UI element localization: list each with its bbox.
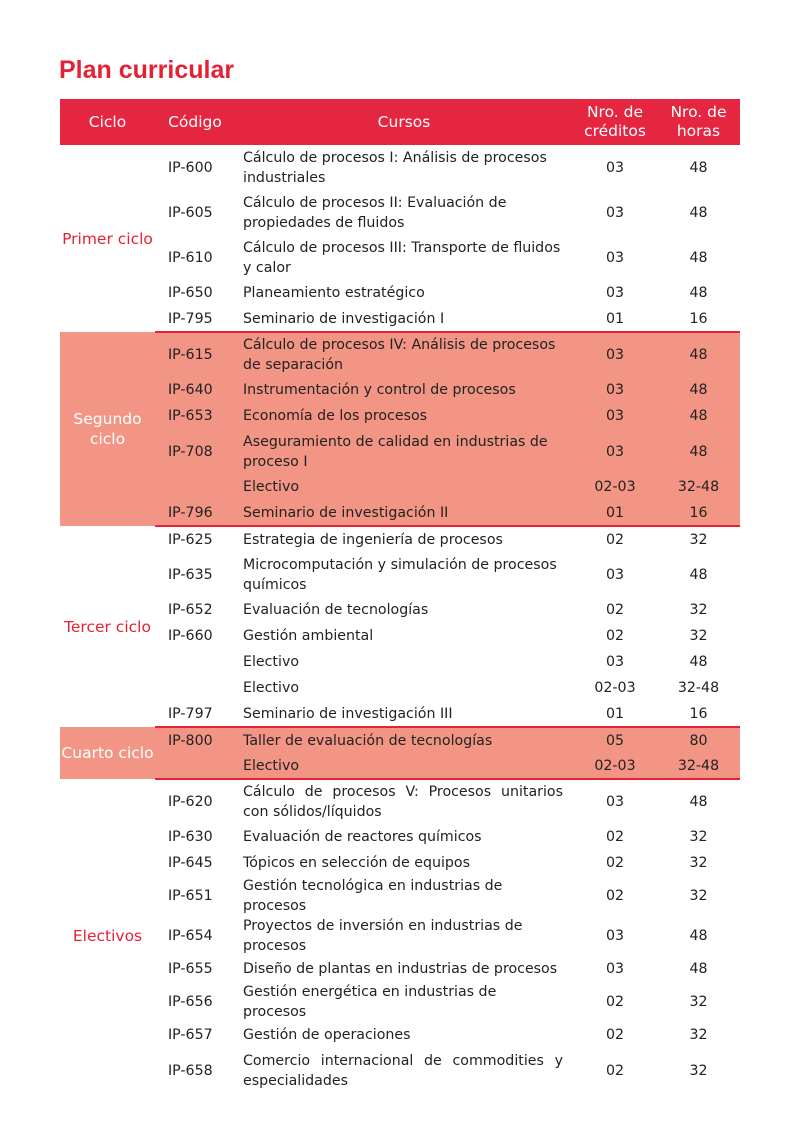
table-row [60, 727, 740, 753]
course-code: IP-657 [168, 1027, 213, 1043]
course-credits: 02 [605, 1062, 625, 1079]
course-credits: 02 [605, 602, 625, 618]
course-hours: 48 [657, 403, 740, 429]
course-name: Gestión de operaciones [243, 1027, 411, 1043]
course-name: Gestión tecnológica en industrias de procesos [243, 878, 503, 914]
course-code: IP-797 [155, 701, 235, 727]
course-credits: 03 [605, 928, 625, 944]
ciclo-label: Segundo ciclo [60, 332, 155, 526]
table-row [60, 779, 740, 824]
course-credits: 02 [605, 855, 625, 871]
course-name: Planeamiento estratégico [243, 285, 425, 301]
course-name: Electivo [235, 753, 573, 779]
course-name: Comercio internacional de commodities y especialidades [243, 1052, 563, 1089]
header-cursos: Cursos [235, 99, 573, 145]
group-cuarto-ciclo [60, 727, 740, 779]
course-credits: 01 [573, 500, 657, 526]
course-code: IP-630 [168, 829, 213, 845]
course-hours: 48 [657, 332, 740, 377]
course-hours: 32 [689, 628, 708, 644]
course-hours: 16 [657, 701, 740, 727]
course-name: Seminario de investigación I [235, 306, 573, 332]
table-row [60, 1022, 740, 1048]
course-name: Economía de los procesos [235, 403, 573, 429]
course-code: IP-640 [155, 377, 235, 403]
table-row [60, 190, 740, 235]
course-code: IP-605 [168, 204, 213, 221]
course-code [155, 649, 235, 675]
course-hours: 32 [689, 531, 708, 548]
course-hours: 48 [689, 654, 708, 670]
table-row [60, 552, 740, 597]
course-code: IP-654 [168, 928, 213, 944]
table-row [60, 306, 740, 332]
header-codigo: Código [155, 99, 235, 145]
course-name: Evaluación de reactores químicos [243, 829, 482, 845]
course-credits: 02-03 [573, 753, 657, 779]
header-horas: Nro. de horas [657, 99, 740, 145]
course-hours: 32 [689, 829, 708, 845]
course-name: Microcomputación y simulación de procesos químicos [243, 556, 557, 593]
course-hours: 48 [689, 961, 708, 977]
course-name: Tópicos en selección de equipos [243, 855, 470, 871]
course-credits: 03 [605, 285, 625, 301]
course-credits: 01 [573, 701, 657, 727]
course-hours: 48 [689, 285, 708, 301]
table-row [60, 824, 740, 850]
table-row [60, 235, 740, 280]
course-code: IP-660 [168, 628, 213, 644]
curriculum-table [60, 99, 740, 1093]
course-hours: 32-48 [657, 753, 740, 779]
course-code: IP-615 [155, 332, 235, 377]
course-hours: 48 [657, 429, 740, 474]
course-hours: 48 [689, 159, 708, 176]
course-hours: 32 [689, 855, 708, 871]
course-code: IP-620 [168, 794, 213, 810]
course-credits: 03 [573, 377, 657, 403]
table-row [60, 701, 740, 727]
course-credits: 02 [605, 1027, 625, 1043]
course-code: IP-795 [155, 306, 235, 332]
course-name: Taller de evaluación de tecnologías [235, 727, 573, 753]
page-title: Plan curricular [59, 56, 235, 84]
course-name: Gestión energética en industrias de procesos [243, 984, 497, 1020]
table-row [60, 1048, 740, 1093]
course-code: IP-635 [168, 566, 213, 583]
course-credits: 02-03 [573, 474, 657, 500]
table-row [60, 500, 740, 526]
ciclo-label: Tercer ciclo [64, 617, 151, 636]
course-name: Seminario de investigación II [235, 500, 573, 526]
course-hours: 16 [657, 306, 740, 332]
group-electivos [60, 779, 740, 1093]
course-credits: 02 [605, 888, 625, 904]
table-header [60, 99, 740, 145]
course-hours: 32 [689, 1062, 708, 1079]
table-row [60, 377, 740, 403]
course-code: IP-650 [168, 285, 213, 301]
table-row [60, 753, 740, 779]
course-code: IP-796 [155, 500, 235, 526]
course-code [155, 474, 235, 500]
course-credits: 05 [573, 727, 657, 753]
course-hours: 32 [689, 888, 708, 904]
ciclo-label: Electivos [72, 927, 143, 945]
course-hours: 80 [657, 727, 740, 753]
header-creditos: Nro. de créditos [573, 99, 657, 145]
course-credits: 03 [605, 249, 625, 266]
course-name: Cálculo de procesos IV: Análisis de procesos de separación [235, 332, 573, 377]
table-row [60, 403, 740, 429]
table-row [60, 956, 740, 982]
course-credits: 03 [573, 403, 657, 429]
table-row [60, 474, 740, 500]
course-hours: 48 [689, 249, 708, 266]
table-row [60, 597, 740, 623]
table-row [60, 876, 740, 916]
course-credits: 02 [605, 829, 625, 845]
course-hours: 32 [689, 602, 708, 618]
course-code: IP-625 [168, 531, 213, 548]
header-ciclo: Ciclo [60, 99, 155, 145]
course-name: Proyectos de inversión en industrias de procesos [243, 918, 523, 954]
course-credits: 03 [605, 961, 625, 977]
course-name: Diseño de plantas en industrias de procesos [243, 961, 558, 977]
course-hours: 16 [657, 500, 740, 526]
course-code: IP-653 [155, 403, 235, 429]
course-hours: 48 [689, 928, 708, 944]
course-code: IP-652 [168, 602, 213, 618]
table-row [60, 526, 740, 552]
course-credits: 03 [605, 794, 625, 810]
ciclo-label: Cuarto ciclo [60, 727, 155, 779]
table-row [60, 982, 740, 1022]
table-row [60, 623, 740, 649]
course-name: Seminario de investigación III [235, 701, 573, 727]
course-credits: 03 [605, 159, 625, 176]
course-code: IP-658 [168, 1062, 213, 1079]
course-code: IP-645 [168, 855, 213, 871]
course-code: IP-655 [168, 961, 213, 977]
course-name: Gestión ambiental [243, 628, 374, 644]
course-hours: 32-48 [657, 474, 740, 500]
table-row [60, 280, 740, 306]
course-code: IP-708 [155, 429, 235, 474]
course-credits: 02 [605, 994, 625, 1010]
course-hours: 32 [689, 994, 708, 1010]
course-credits: 03 [573, 429, 657, 474]
table-row [60, 145, 740, 190]
course-code: IP-600 [168, 159, 213, 176]
course-credits: 03 [605, 204, 625, 221]
course-code: IP-651 [168, 888, 213, 904]
course-credits: 02 [605, 628, 625, 644]
course-hours: 48 [689, 204, 708, 221]
course-name: Electivo [243, 680, 300, 696]
course-credits: 01 [573, 306, 657, 332]
course-hours: 32-48 [677, 680, 720, 696]
course-hours: 48 [657, 377, 740, 403]
course-name: Instrumentación y control de procesos [235, 377, 573, 403]
course-credits: 03 [605, 654, 625, 670]
table-row [60, 429, 740, 474]
table-row [60, 850, 740, 876]
course-code [155, 675, 235, 701]
course-hours: 48 [689, 566, 708, 583]
table-row [60, 916, 740, 956]
course-code: IP-610 [168, 249, 213, 266]
course-name: Cálculo de procesos II: Evaluación de propiedades de fluidos [243, 194, 507, 231]
course-name: Cálculo de procesos I: Análisis de procesos industriales [243, 149, 547, 186]
course-name: Estrategia de ingeniería de procesos [243, 531, 503, 548]
course-hours: 48 [689, 794, 708, 810]
course-code [155, 753, 235, 779]
group-tercer-ciclo [60, 526, 740, 727]
course-name: Cálculo de procesos V: Procesos unitarios con sólidos/líquidos [243, 784, 563, 820]
course-credits: 02 [605, 531, 625, 548]
group-primer-ciclo [60, 145, 740, 332]
group-segundo-ciclo [60, 332, 740, 526]
table-row [60, 332, 740, 377]
course-credits: 03 [573, 332, 657, 377]
course-name: Electivo [235, 474, 573, 500]
course-code: IP-800 [155, 727, 235, 753]
course-credits: 03 [605, 566, 625, 583]
table-row [60, 675, 740, 701]
course-name: Aseguramiento de calidad en industrias de proceso I [235, 429, 573, 474]
ciclo-label: Primer ciclo [62, 229, 153, 248]
course-name: Evaluación de tecnologías [243, 602, 429, 618]
table-row [60, 649, 740, 675]
course-code: IP-656 [168, 994, 213, 1010]
course-credits: 02-03 [594, 680, 636, 696]
course-name: Electivo [243, 654, 300, 670]
course-hours: 32 [689, 1027, 708, 1043]
course-name: Cálculo de procesos III: Transporte de fluidos y calor [243, 239, 561, 276]
